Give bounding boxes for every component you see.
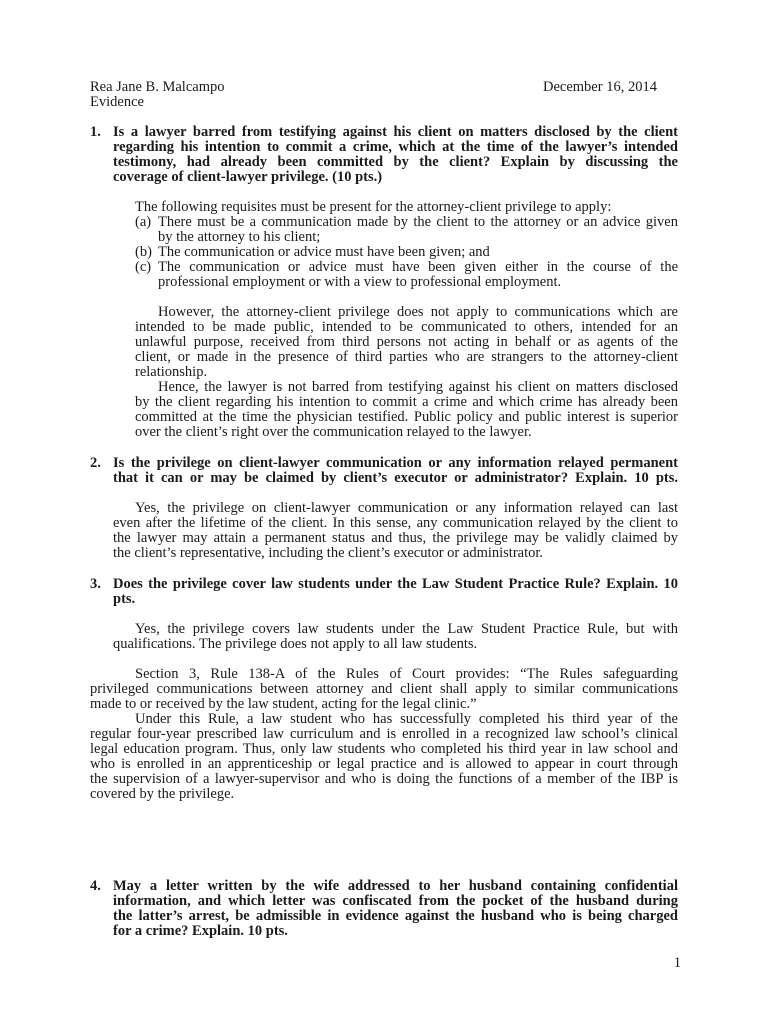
requisite-item bbox=[135, 245, 678, 260]
answer-line: Hence, the lawyer is not barred from testifying against his client on matters disclosed bbox=[158, 379, 678, 395]
answer-line: regular four-year prescribed law curriculum and is enrolled in a recognized law school’s clinical bbox=[90, 726, 678, 742]
answer-line: the client’s representative, including the client’s executor or administrator. bbox=[113, 545, 544, 561]
answer-line: client, or made in the presence of third parties who are strangers to the attorney-client bbox=[135, 349, 678, 365]
answer-3-explanation bbox=[90, 712, 678, 802]
answer-line: The following requisites must be present for the attorney-client privilege to apply: bbox=[135, 199, 612, 215]
question-line: regarding his intention to commit a crime, which at the time of the lawyer’s intended bbox=[113, 139, 678, 155]
question-line: Is the privilege on client-lawyer communication or any information relayed permanent bbox=[113, 455, 678, 471]
question-line: May a letter written by the wife addressed to her husband containing confidential bbox=[113, 878, 678, 894]
question-line: testimony, had already been committed by the client? Explain by discussing the bbox=[113, 154, 678, 170]
answer-line: Section 3, Rule 138-A of the Rules of Court provides: “The Rules safeguarding bbox=[135, 666, 678, 682]
answer-1-intro bbox=[135, 200, 678, 215]
answer-line: even after the lifetime of the client. In this sense, any communication relayed by the client to bbox=[113, 515, 678, 531]
answer-line: Yes, the privilege covers law students under the Law Student Practice Rule, but with bbox=[135, 621, 678, 637]
question-line: coverage of client-lawyer privilege. (10 pts.) bbox=[113, 169, 383, 185]
requisite-label: (c) bbox=[135, 259, 152, 275]
requisite-item bbox=[135, 215, 678, 245]
requisite-label: (a) bbox=[135, 214, 152, 230]
question-text bbox=[113, 879, 678, 939]
answer-line: qualifications. The privilege does not apply to all law students. bbox=[113, 636, 478, 652]
answer-line: over the client’s right over the communication relayed to the lawyer. bbox=[135, 424, 532, 440]
answer-2 bbox=[113, 501, 678, 561]
question-line: for a crime? Explain. 10 pts. bbox=[113, 923, 288, 939]
answer-3-provision bbox=[90, 667, 678, 712]
answer-1-exception bbox=[135, 305, 678, 380]
question-line: Is a lawyer barred from testifying against his client on matters disclosed by the client bbox=[113, 124, 678, 140]
question-3 bbox=[90, 577, 678, 607]
answer-3 bbox=[113, 622, 678, 652]
answer-line: Yes, the privilege on client-lawyer communication or any information relayed can last bbox=[135, 500, 678, 516]
requisite-label: (b) bbox=[135, 244, 152, 260]
question-line: that it can or may be claimed by client’s executor or administrator? Explain. 10 pts. bbox=[113, 470, 678, 486]
answer-line: privileged communications between attorney and client shall apply to similar communications bbox=[90, 681, 678, 697]
question-2 bbox=[90, 456, 678, 486]
answer-1-conclusion bbox=[135, 380, 678, 440]
page-number: 1 bbox=[673, 955, 681, 971]
question-4 bbox=[90, 879, 678, 939]
question-text bbox=[113, 577, 678, 607]
requisite-text bbox=[158, 260, 678, 290]
requisite-line: There must be a communication made by the client to the attorney or an advice given bbox=[158, 214, 678, 230]
requisite-line: The communication or advice must have been given; and bbox=[158, 244, 490, 260]
requisites-list bbox=[135, 215, 678, 290]
question-line: pts. bbox=[113, 591, 136, 607]
question-number: 3. bbox=[90, 576, 101, 592]
header-date: December 16, 2014 bbox=[543, 79, 657, 95]
requisite-text bbox=[158, 215, 678, 245]
answer-line: intended to be made public, intended to be communicated to others, intended for an bbox=[135, 319, 678, 335]
question-number: 1. bbox=[90, 124, 101, 140]
answer-line: Under this Rule, a law student who has successfully completed his third year of the bbox=[135, 711, 678, 727]
requisite-text bbox=[158, 245, 678, 260]
answer-line: by the client regarding his intention to commit a crime and which crime has already been bbox=[135, 394, 678, 410]
question-line: the latter’s arrest, be admissible in evidence against the husband who is being charged bbox=[113, 908, 678, 924]
answer-line: relationship. bbox=[135, 364, 208, 380]
answer-line: the supervision of a lawyer-supervisor and who is doing the functions of a member of the IBP is bbox=[90, 771, 678, 787]
answer-line: committed at the time the physician testified. Public policy and public interest is superior bbox=[135, 409, 678, 425]
answer-line: unlawful purpose, received from third persons not acting in behalf or as agents of the bbox=[135, 334, 678, 350]
question-line: Does the privilege cover law students under the Law Student Practice Rule? Explain. 10 bbox=[113, 576, 678, 592]
answer-line: covered by the privilege. bbox=[90, 786, 235, 802]
answer-line: who is enrolled in an apprenticeship or legal practice and is allowed to appear in court through bbox=[90, 756, 678, 772]
question-1 bbox=[90, 125, 678, 185]
question-text bbox=[113, 125, 678, 185]
answer-line: made to or received by the law student, acting for the legal clinic.” bbox=[90, 696, 477, 712]
question-text bbox=[113, 456, 678, 486]
question-number: 4. bbox=[90, 878, 101, 894]
requisite-line: by the attorney to his client; bbox=[158, 229, 321, 245]
answer-line: the lawyer may attain a permanent status and thus, the privilege may be validly claimed by bbox=[113, 530, 678, 546]
question-line: information, and which letter was confiscated from the pocket of the husband during bbox=[113, 893, 678, 909]
question-number: 2. bbox=[90, 455, 101, 471]
header-author: Rea Jane B. Malcampo bbox=[90, 79, 225, 95]
answer-line: However, the attorney-client privilege does not apply to communications which are bbox=[158, 304, 678, 320]
answer-line: legal education program. Thus, only law students who completed his third year in law school and bbox=[90, 741, 678, 757]
header-subject: Evidence bbox=[90, 94, 144, 110]
requisite-item bbox=[135, 260, 678, 290]
requisite-line: The communication or advice must have been given either in the course of the bbox=[158, 259, 678, 275]
requisite-line: professional employment or with a view to professional employment. bbox=[158, 274, 562, 290]
